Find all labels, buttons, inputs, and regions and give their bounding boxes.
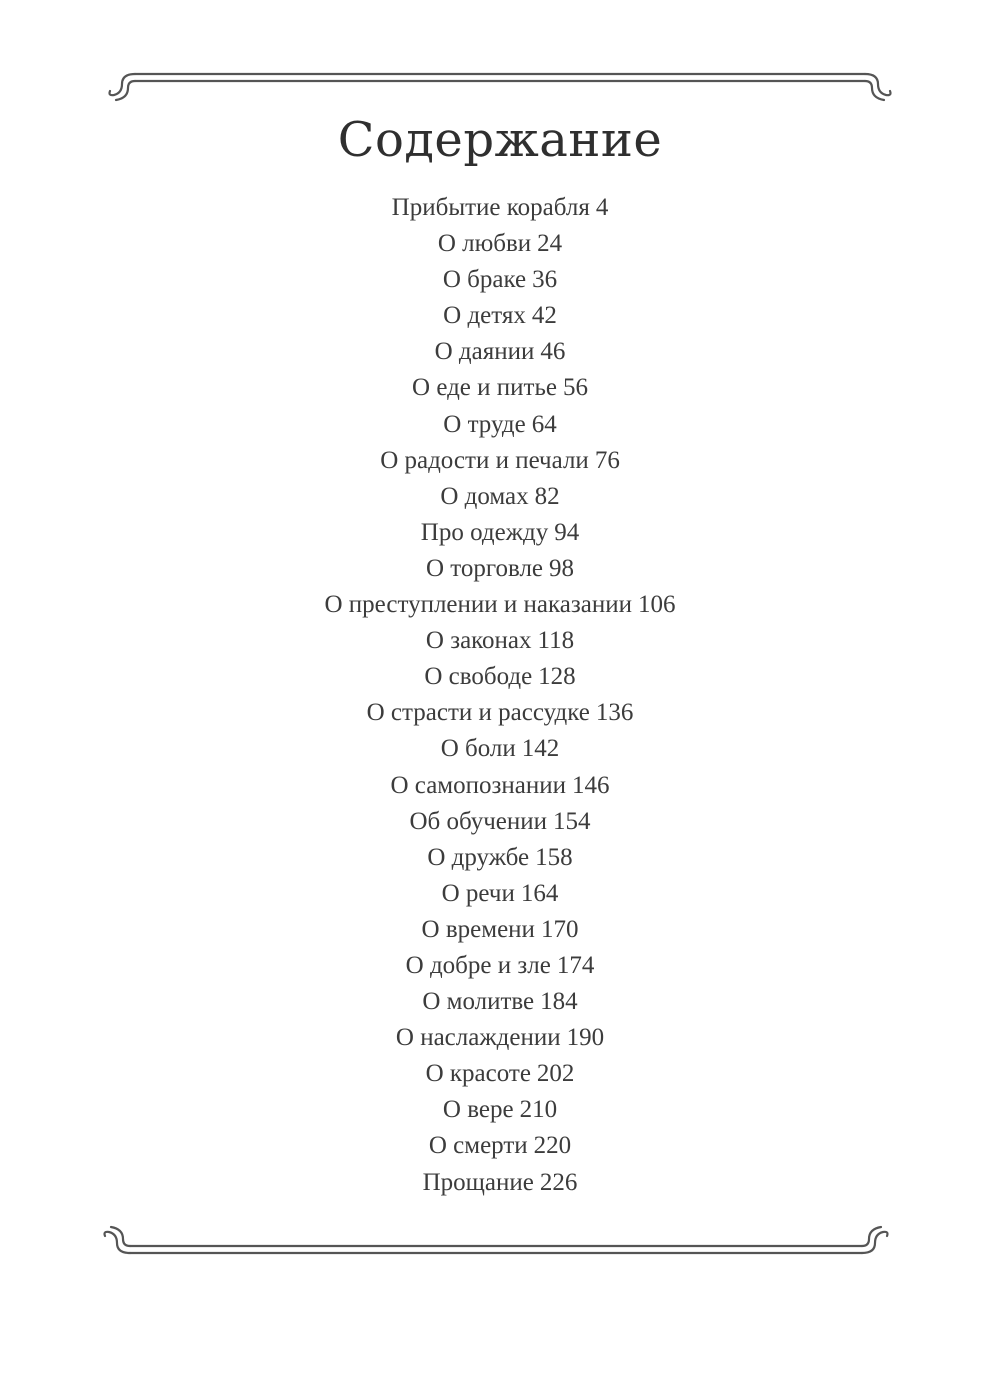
toc-entry-label: О наслаждении (395, 1024, 561, 1052)
toc-entry (0, 190, 1000, 226)
toc-entry-label: О законах (425, 627, 532, 655)
toc-entry-label: Прибытие корабля (391, 194, 590, 221)
toc-entry-page: 94 (554, 518, 580, 546)
toc-entry (0, 768, 1000, 804)
toc-entry-page: 202 (536, 1060, 575, 1088)
toc-entry-label: О боли (440, 735, 516, 763)
toc-entry (0, 659, 1000, 695)
toc-entry (0, 731, 1000, 767)
toc-entry-page: 24 (537, 230, 563, 258)
toc-entry-label: О даянии (434, 338, 535, 366)
toc-entry-label: О радости и печали (380, 446, 589, 474)
table-of-contents (0, 190, 1000, 1201)
toc-entry-page: 154 (553, 807, 591, 835)
toc-entry-page: 170 (540, 915, 579, 943)
toc-entry (0, 984, 1000, 1020)
toc-entry-label: О вере (442, 1096, 514, 1124)
toc-entry-label: О смерти (428, 1132, 528, 1160)
toc-entry-label: О любви (437, 230, 532, 258)
toc-entry-page: 142 (521, 735, 560, 763)
toc-entry-label: О молитве (422, 988, 535, 1016)
toc-entry (0, 334, 1000, 370)
toc-entry-label: О браке (442, 266, 527, 294)
toc-entry-page: 146 (572, 771, 610, 799)
toc-entry-label: О еде и питье (412, 374, 557, 402)
page-title: Содержание (337, 112, 663, 168)
toc-entry (0, 1128, 1000, 1164)
toc-entry-page: 98 (549, 554, 575, 582)
toc-entry-label: Про одежду (420, 518, 549, 546)
toc-entry-label: О самопознании (390, 771, 566, 799)
toc-entry-label: О труде (443, 410, 526, 438)
toc-entry (0, 1165, 1000, 1201)
toc-entry (0, 876, 1000, 912)
toc-entry-page: 164 (520, 879, 559, 907)
toc-entry-label: О торговле (425, 554, 544, 582)
toc-entry-label: О детях (443, 302, 526, 330)
toc-entry-page: 4 (595, 194, 609, 221)
toc-entry (0, 262, 1000, 298)
toc-entry-label: Прощание (422, 1168, 534, 1196)
toc-entry-page: 184 (540, 988, 578, 1016)
toc-entry-page: 64 (531, 410, 557, 438)
toc-entry-page: 190 (566, 1024, 605, 1052)
toc-entry-page: 226 (539, 1168, 578, 1196)
toc-entry (0, 407, 1000, 443)
toc-entry (0, 370, 1000, 406)
toc-entry (0, 695, 1000, 731)
toc-entry-page: 42 (531, 302, 557, 330)
toc-entry-label: О домах (440, 482, 529, 510)
toc-entry (0, 948, 1000, 984)
toc-entry-page: 128 (538, 663, 576, 691)
toc-entry (0, 515, 1000, 551)
toc-entry-label: О красоте (425, 1060, 531, 1088)
toc-entry (0, 587, 1000, 623)
toc-entry-label: О времени (421, 915, 535, 943)
toc-entry-label: О дружбе (427, 843, 530, 871)
toc-entry-label: О преступлении и наказании (324, 591, 632, 619)
toc-entry-page: 76 (594, 446, 620, 474)
toc-entry (0, 1092, 1000, 1128)
toc-entry-label: О страсти и рассудке (366, 699, 590, 727)
toc-entry (0, 912, 1000, 948)
toc-entry-page: 136 (595, 699, 634, 727)
toc-entry-label: О добре и зле (405, 951, 551, 979)
toc-entry (0, 623, 1000, 659)
toc-entry (0, 226, 1000, 262)
toc-entry (0, 479, 1000, 515)
toc-entry (0, 1056, 1000, 1092)
toc-entry-page: 220 (533, 1132, 572, 1160)
toc-entry-page: 46 (540, 338, 566, 366)
toc-entry (0, 298, 1000, 334)
toc-entry-page: 82 (534, 482, 560, 510)
toc-entry (0, 1020, 1000, 1056)
toc-entry-label: Об обучении (409, 807, 548, 835)
toc-entry (0, 840, 1000, 876)
bottom-ornament-border (0, 1212, 1000, 1272)
toc-entry-label: О речи (441, 879, 515, 907)
toc-entry (0, 443, 1000, 479)
toc-entry-page: 106 (638, 591, 676, 619)
toc-entry-page: 56 (562, 374, 588, 402)
toc-entry (0, 804, 1000, 840)
toc-entry-page: 158 (535, 843, 573, 871)
toc-entry (0, 551, 1000, 587)
toc-entry-label: О свободе (424, 663, 533, 691)
toc-entry-page: 118 (537, 627, 575, 655)
toc-entry-page: 210 (519, 1096, 558, 1124)
toc-entry-page: 36 (532, 266, 558, 294)
toc-entry-page: 174 (556, 951, 595, 979)
